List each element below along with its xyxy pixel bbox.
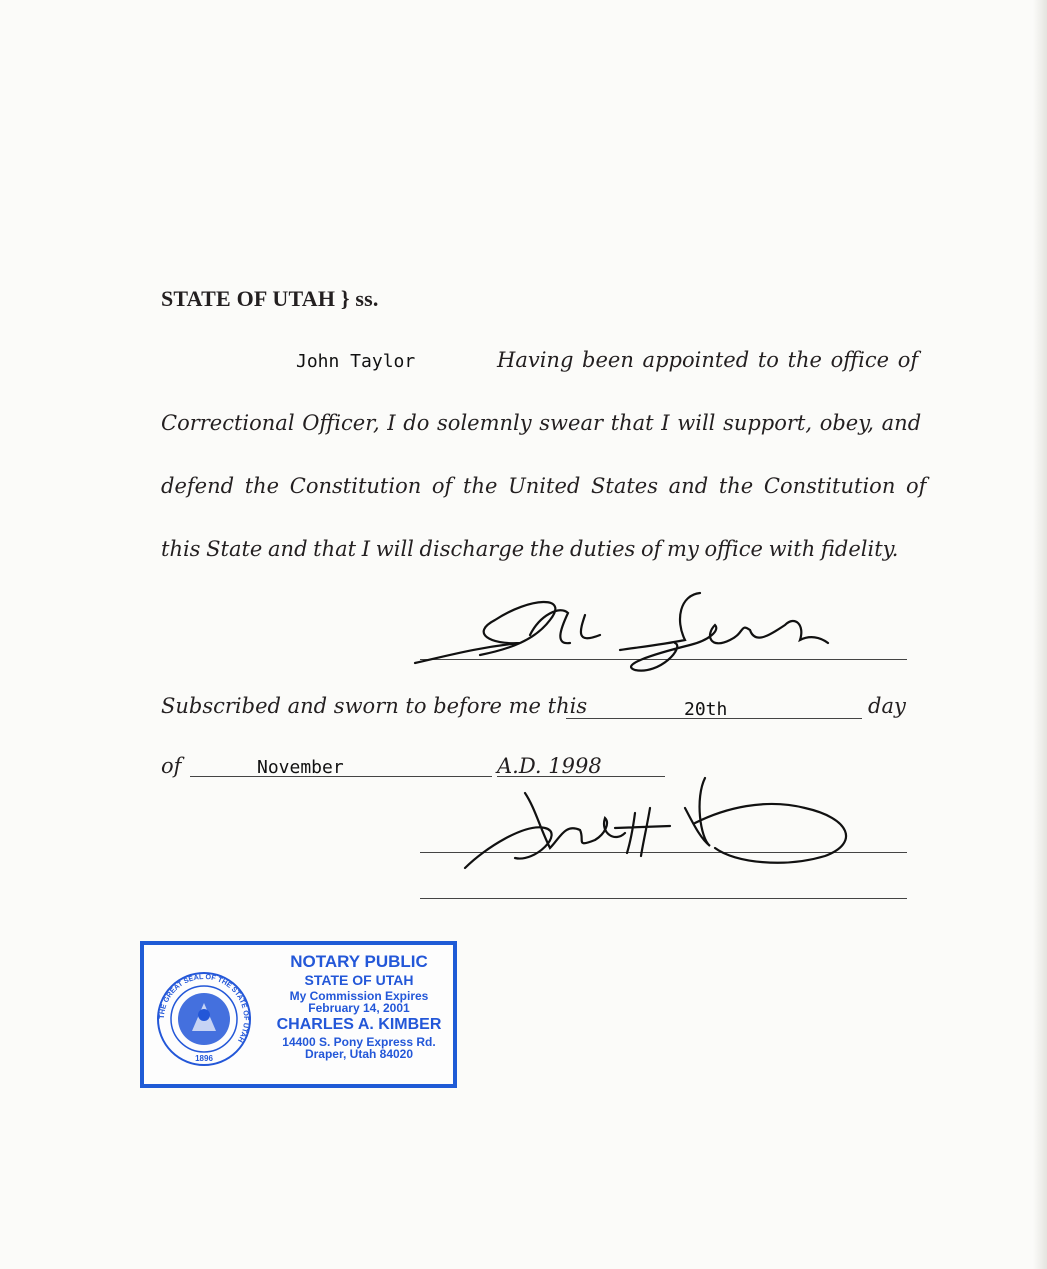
stamp-state: STATE OF UTAH [304,971,414,988]
notary-signature [455,768,855,878]
stamp-address-city: Draper, Utah 84020 [304,1047,414,1062]
day-label: day [868,694,906,718]
day-value: 20th [684,699,728,720]
notary-title-line [420,898,907,899]
stamp-notary-name: CHARLES A. KIMBER [276,1015,442,1033]
month-value: November [257,757,344,778]
of-label: of [161,754,182,778]
stamp-commission-date: February 14, 2001 [308,1001,410,1016]
stamp-commission-label: My Commission Expires [289,988,429,1003]
notary-stamp [140,941,457,1088]
stamp-notary-public: NOTARY PUBLIC [290,952,428,971]
state-heading: STATE OF UTAH } ss. [161,286,379,311]
year-label: A.D. 1998 [497,754,602,778]
oath-line-4: this State and that I will discharge the duties of my office with fidelity. [161,537,899,561]
stamp-address-street: 14400 S. Pony Express Rd. [282,1034,436,1049]
oath-line-3: defend the Constitution of the United States and the Constitution of [161,474,927,498]
state-seal-icon [154,969,254,1069]
seal-ring-text: THE GREAT SEAL OF THE STATE OF UTAH [156,971,252,1045]
oath-line-2: Correctional Officer, I do solemnly swear that I will support, obey, and [161,411,922,435]
subscribed-label: Subscribed and sworn to before me this [161,694,588,718]
affiant-name: John Taylor [296,351,416,372]
affiant-signature [410,585,840,680]
seal-year: 1896 [195,1054,213,1063]
page-edge [1033,0,1047,1269]
notary-stamp-text [259,953,459,1061]
oath-line-1: Having been appointed to the office of [497,348,919,372]
